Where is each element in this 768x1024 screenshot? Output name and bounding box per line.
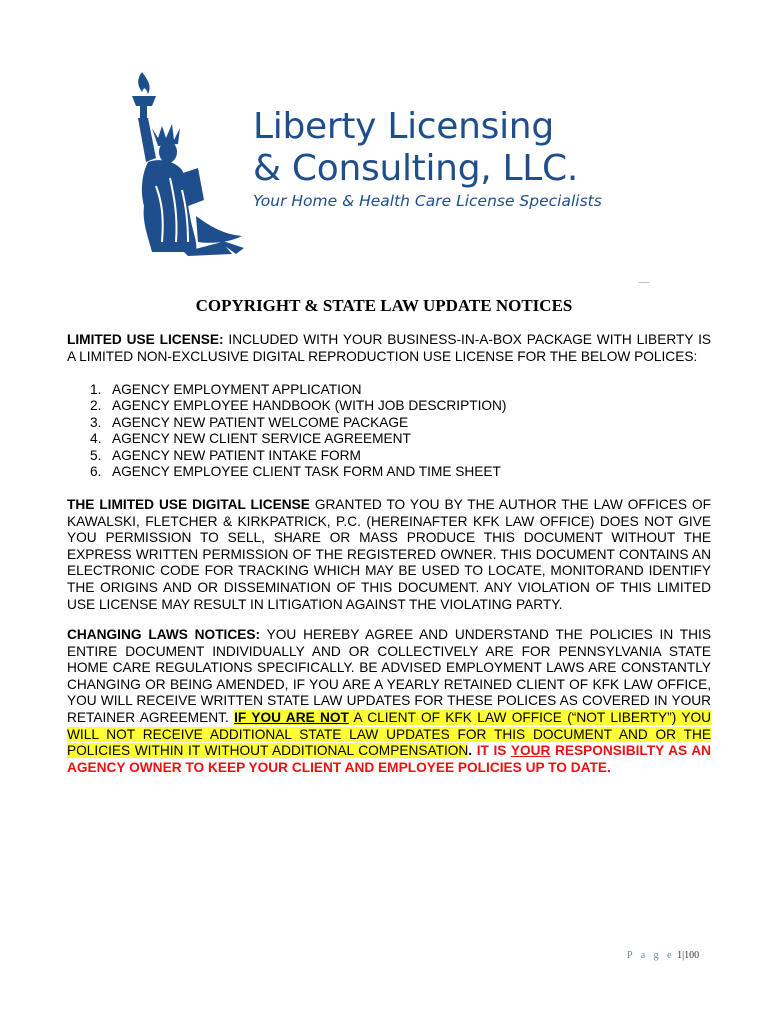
responsibility-warning-a: IT IS [472,743,511,759]
responsibility-warning-your: YOUR [510,743,551,759]
changing-laws-text: YOU HEREBY AGREE AND UNDERSTAND THE POLICIES IN THIS ENTIRE DOCUMENT INDIVIDUALLY AND OR COLLECTIVELY ARE FOR PENNSYLVANIA STATE HOME CARE REGULATIONS SPECIFICALLY. BE ADVISED EMPLOYMENT LAWS ARE CONSTANTLY CHANGING OR BEING AMENDED, IF YOU ARE A YEARLY RETAINED CLIENT OF KFK LAW OFFICE, YOU WILL RECEIVE WRITTEN STATE LAW UPDATES FOR THESE POLICES AS COVERED IN YOUR RETAINER AGREEMENT. [67,627,711,725]
company-logo [118,66,658,258]
policies-list [90,382,506,480]
list-item-text: AGENCY NEW CLIENT SERVICE AGREEMENT [112,431,411,447]
list-item [90,464,506,480]
list-item-number: 5. [90,447,102,463]
logo-divider [638,282,650,283]
digital-license-paragraph [67,497,711,613]
limited-use-license-heading: LIMITED USE LICENSE: [67,332,224,347]
logo-line-1: Liberty Licensing [253,106,554,147]
page-label: P a g e [627,950,675,961]
list-item [90,382,506,398]
digital-license-heading: THE LIMITED USE DIGITAL LICENSE [67,497,310,512]
not-client-highlight-text: A CLIENT OF KFK LAW OFFICE (“NOT LIBERTY”) YOU WILL NOT RECEIVE ADDITIONAL STATE LAW UPDATES FOR THIS DOCUMENT AND OR THE POLICIES WITHIN IT WITHOUT ADDITIONAL COMPENSATION [67,709,711,759]
list-item-text: AGENCY NEW PATIENT WELCOME PACKAGE [112,414,409,430]
list-item-text: AGENCY NEW PATIENT INTAKE FORM [112,447,361,463]
list-item-number: 1. [90,382,102,397]
logo-wordmark [253,106,602,210]
limited-use-license-text: INCLUDED WITH YOUR BUSINESS-IN-A-BOX PACKAGE WITH LIBERTY IS A LIMITED NON-EXCLUSIVE DIGITAL REPRODUCTION USE LICENSE FOR THE BELOW POLICES: [67,332,712,364]
list-item-text: AGENCY EMPLOYEE CLIENT TASK FORM AND TIME SHEET [112,464,501,480]
list-item-number: 2. [90,398,102,414]
list-item-number: 6. [90,464,102,480]
page-total: 100 [684,950,700,961]
page-separator: | [682,950,685,961]
logo-line-2: & Consulting, LLC. [253,148,579,189]
changing-laws-paragraph [67,627,711,776]
list-item [90,398,506,414]
digital-license-text: GRANTED TO YOU BY THE AUTHOR THE LAW OFFICES OF KAWALSKI, FLETCHER & KIRKPATRICK, P.C. (HEREINAFTER KFK LAW OFFICE) DOES NOT GIVE YOU PERMISSION TO SELL, SHARE OR MASS PRODUCE THIS DOCUMENT WITHOUT THE EXPRESS WRITTEN PERMISSION OF THE REGISTERED OWNER. THIS DOCUMENT CONTAINS AN ELECTRONIC CODE FOR TRACKING WHICH MAY BE USED TO LOCATE, MONITORAND IDENTIFY THE ORIGINS AND OR DISSEMINATION OF THIS DOCUMENT. ANY VIOLATION OF THIS LIMITED USE LICENSE MAY RESULT IN LITIGATION AGAINST THE VIOLATING PARTY. [67,497,711,612]
list-item-text: AGENCY EMPLOYEE HANDBOOK (WITH JOB DESCRIPTION) [112,398,507,414]
responsibility-warning-b: RESPONSIBILTY AS AN AGENCY OWNER TO KEEP YOUR CLIENT AND EMPLOYEE POLICIES UP TO DATE. [67,743,711,775]
list-item [90,415,506,431]
page-number: 1 [677,950,683,961]
list-item-text: AGENCY EMPLOYMENT APPLICATION [112,382,362,397]
logo-tagline: Your Home & Health Care License Specialists [253,192,602,210]
page-number-footer [627,950,699,961]
list-item [90,448,506,464]
document-title: COPYRIGHT & STATE LAW UPDATE NOTICES [195,296,573,315]
list-item [90,431,506,447]
limited-use-license-paragraph [67,332,711,365]
changing-laws-heading: CHANGING LAWS NOTICES: [67,627,261,642]
list-item-number: 3. [90,414,102,430]
list-item-number: 4. [90,431,102,447]
highlight-period: . [468,743,473,759]
statue-of-liberty-icon [118,66,248,256]
not-client-highlight-lead: IF YOU ARE NOT [234,709,349,725]
